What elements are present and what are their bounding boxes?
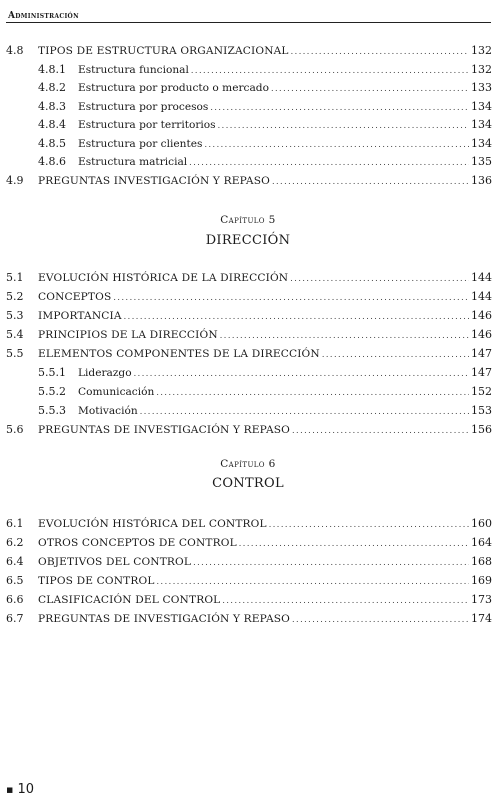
dot-leader [156,384,469,402]
toc-entry [0,515,496,533]
dot-leader [272,173,469,191]
toc-entry-number: 5.1 [6,271,24,284]
toc-entry-title-line [78,402,471,421]
toc-entry-title-line [38,421,471,440]
toc-entry [0,307,496,325]
dot-leader [134,365,469,383]
toc-entry-title-line [38,610,471,629]
toc-entry-title: IMPORTANCIA [38,310,122,322]
toc-entry-number: 4.8.4 [38,118,66,131]
toc-entry-page: 153 [471,404,492,417]
toc-entry-page: 146 [471,328,492,341]
dot-leader [291,43,469,61]
toc-entry [0,364,496,382]
toc-entry-title-line [78,79,471,98]
toc-entry-title: EVOLUCIÓN HISTÓRICA DE LA DIRECCIÓN [38,272,289,284]
toc-entry-page: 169 [471,574,492,587]
dot-leader [204,136,469,154]
toc-entry-number: 5.2 [6,290,24,303]
toc-entry [0,42,496,60]
chapter-6-title: CONTROL [212,476,284,491]
toc-entry-number: 5.4 [6,328,24,341]
toc-entry-page: 156 [471,423,492,436]
dot-leader [292,611,469,629]
toc-entry-title-line [38,534,471,553]
toc-entry-number: 6.2 [6,536,24,549]
toc-entry-title-line [38,269,471,288]
chapter-5-label: Capítulo 5 [220,214,276,226]
page-folio [6,782,34,797]
toc-entry-title: Liderazgo [78,367,132,379]
toc-entry-page: 147 [471,347,492,360]
toc-entry [0,383,496,401]
toc-entry-number: 4.8.5 [38,136,66,150]
dot-leader [113,289,469,307]
toc-entry-title-line [78,383,471,402]
dot-leader [292,422,469,440]
dot-leader [189,154,469,172]
toc-entry-page: 160 [471,517,492,530]
toc-entry-title-line [38,515,471,534]
toc-entry-number: 4.8.6 [38,155,66,168]
toc-entry [0,402,496,420]
chapter-6-label: Capítulo 6 [220,458,276,470]
dot-leader [220,327,469,345]
toc-entry-page: 168 [471,555,492,568]
folio-bullet: ▪ [6,783,14,796]
toc-entry-title: EVOLUCIÓN HISTÓRICA DEL CONTROL [38,518,267,530]
toc-entry-number: 6.1 [6,517,24,530]
toc-entry-title-line [38,326,471,345]
toc-entry-page: 164 [471,536,492,549]
toc-entry-number: 4.8.2 [38,81,66,94]
toc-entry-title-line [38,42,471,61]
dot-leader [290,270,469,288]
toc-entry-page: 152 [471,385,492,398]
toc-entry-title: OTROS CONCEPTOS DE CONTROL [38,537,237,549]
toc-entry-title: TIPOS DE CONTROL [38,575,155,587]
toc-entry-number: 6.7 [6,612,24,625]
toc-entry-page: 174 [471,612,492,625]
toc-entry-page: 135 [471,155,492,168]
toc-entry-title-line [38,553,471,572]
toc-entry-title: CLASIFICACIÓN DEL CONTROL [38,594,221,606]
dot-leader [140,403,469,421]
toc-entry [0,172,496,190]
dot-leader [191,62,469,80]
toc-entry [0,116,496,134]
toc-entry [0,553,496,571]
toc-entry [0,98,496,116]
toc-entry-title: PREGUNTAS DE INVESTIGACIÓN Y REPASO [38,424,290,436]
toc-entry-title-line [38,591,471,610]
dot-leader [193,554,469,572]
dot-leader [239,535,469,553]
toc-entry-title-line [38,572,471,591]
toc-entry-title: Estructura matricial [78,156,188,168]
toc-entry-page: 134 [471,99,492,113]
toc-entry-number: 4.8.1 [38,62,66,76]
toc-entry-page: 132 [471,62,492,76]
toc-entry-title-line [38,307,471,326]
toc-entry-title: Motivación [78,405,138,417]
toc-entry-number: 5.3 [6,309,24,322]
toc-entry-number: 6.4 [6,555,24,568]
toc-entry-page: 134 [471,136,492,150]
toc-entry-title-line [78,135,471,154]
toc-entry [0,345,496,363]
page-number: 10 [17,782,35,797]
toc-entry-page: 173 [471,593,492,606]
toc-entry-title: PREGUNTAS DE INVESTIGACIÓN Y REPASO [38,613,290,625]
toc-entry-number: 5.6 [6,423,24,436]
toc-entry-title: Estructura por territorios [78,119,216,131]
dot-leader [322,346,469,364]
toc-entry-title: Estructura funcional [78,63,189,76]
dot-leader [157,573,469,591]
toc-entry [0,153,496,171]
toc-entry-title: CONCEPTOS [38,291,112,303]
toc-entry-title: TIPOS DE ESTRUCTURA ORGANIZACIONAL [38,45,289,57]
toc-entry-number: 5.5.1 [38,366,66,379]
toc-entry [0,269,496,287]
toc-entry-number: 5.5.3 [38,404,66,417]
toc-entry-title: Estructura por clientes [78,137,203,150]
toc-entry-title-line [78,153,471,172]
toc-entry-title: OBJETIVOS DEL CONTROL [38,556,192,568]
toc-entry-number: 4.9 [6,173,24,187]
dot-leader [222,592,469,610]
toc-entry-title: Estructura por procesos [78,100,209,113]
toc-entry-title: ELEMENTOS COMPONENTES DE LA DIRECCIÓN [38,348,320,360]
toc-entry-number: 6.6 [6,593,24,606]
toc-entry-title-line [38,345,471,364]
dot-leader [124,308,469,326]
toc-entry-number: 6.5 [6,574,24,587]
dot-leader [210,99,469,117]
toc-entry-title-line [38,172,471,191]
dot-leader [269,516,469,534]
toc-entry [0,288,496,306]
toc-entry-title-line [78,98,471,117]
toc-entry [0,135,496,153]
toc-entry-title: Comunicación [78,386,155,398]
chapter-5-title: DIRECCIÓN [205,233,291,248]
toc-entry [0,572,496,590]
toc-entry-title: PREGUNTAS INVESTIGACIÓN Y REPASO [38,174,270,187]
toc-entry-number: 5.5 [6,347,24,360]
toc-entry [0,326,496,344]
toc-entry-page: 134 [471,118,492,131]
toc-entry-title-line [78,116,471,135]
toc-entry [0,610,496,628]
toc-entry-page: 147 [471,366,492,379]
running-head: Administración [8,11,79,21]
toc-entry-number: 4.8 [6,44,24,57]
toc-entry-title-line [38,288,471,307]
toc-entry [0,591,496,609]
toc-entry [0,421,496,439]
toc-entry-title: Estructura por producto o mercado [78,82,269,94]
toc-entry-page: 136 [471,173,492,187]
toc-entry-page: 144 [471,290,492,303]
header-rule [6,22,491,23]
toc-entry-number: 4.8.3 [38,99,66,113]
toc-entry-title-line [78,364,471,383]
toc-entry [0,61,496,79]
dot-leader [271,80,469,98]
toc-entry-page: 133 [471,81,492,94]
toc-entry [0,79,496,97]
toc-entry-title-line [78,61,471,80]
toc-entry-page: 144 [471,271,492,284]
toc-entry [0,534,496,552]
toc-entry-title: PRINCIPIOS DE LA DIRECCIÓN [38,329,218,341]
toc-entry-page: 146 [471,309,492,322]
dot-leader [218,117,469,135]
toc-entry-page: 132 [471,44,492,57]
toc-entry-number: 5.5.2 [38,385,66,398]
